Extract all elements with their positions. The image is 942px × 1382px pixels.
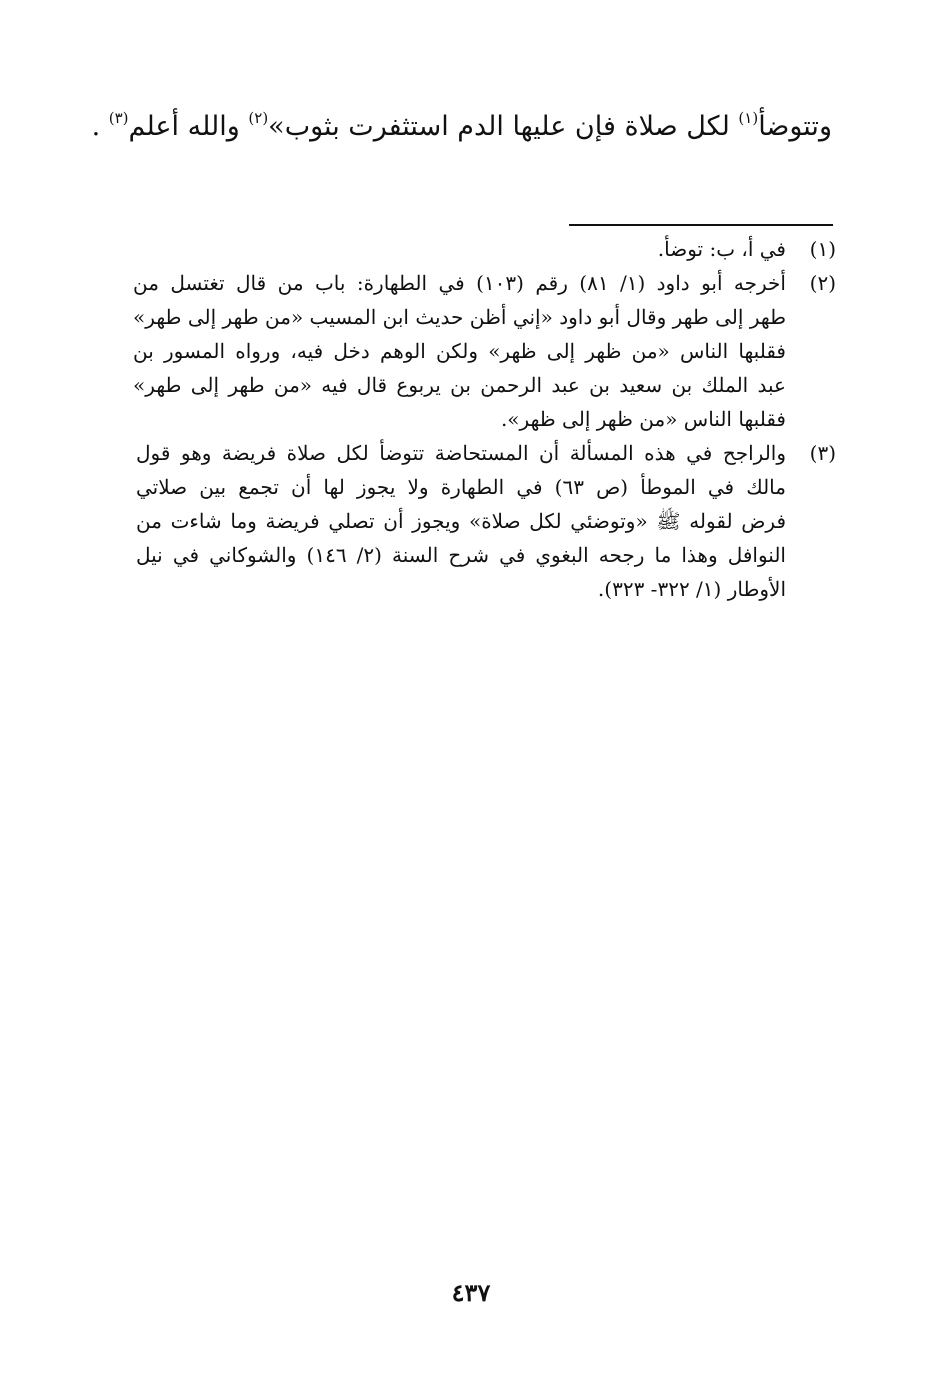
footnote-line: في أ، ب: توضأ. (657, 237, 786, 261)
page-number: ٤٣٧ (451, 1278, 491, 1307)
footnote-line: فرض لقوله ﷺ «وتوضئي لكل صلاة» ويجوز أن تصلي فريضة وما شاءت من (136, 509, 786, 533)
footnote-2 (133, 266, 836, 436)
footnote-line: فقلبها الناس «من ظهر إلى ظهر». (500, 407, 786, 431)
footnote-line: والراجح في هذه المسألة أن المستحاضة تتوضأ لكل صلاة فريضة وهو قول (136, 441, 786, 465)
footnote-number: (١) (809, 237, 836, 261)
footnote-ref: (٢) (248, 109, 269, 127)
footnote-3 (136, 436, 836, 606)
footnote-ref: (٣) (108, 109, 129, 127)
footnote-line: فقلبها الناس «من ظهر إلى ظهر» ولكن الوهم دخل فيه، ورواه المسور بن (133, 339, 786, 363)
footnote-body (136, 232, 786, 266)
footnote-number: (٣) (809, 441, 836, 465)
main-text-part: لكل صلاة فإن عليها الدم استثفرت بثوب» (268, 111, 739, 142)
footnote-line: النوافل وهذا ما رجحه البغوي في شرح السنة (٢/ ١٤٦) والشوكاني في نيل (136, 543, 786, 567)
footnote-body (136, 436, 786, 606)
footnotes (133, 232, 836, 606)
main-text-part: وتتوضأ (758, 111, 832, 142)
main-text-part: والله أعلم (128, 111, 249, 142)
footnote-body (133, 266, 786, 436)
main-text-part: . (91, 111, 109, 142)
footnote-line: مالك في الموطأ (ص ٦٣) في الطهارة ولا يجوز لها أن تجمع بين صلاتي (136, 475, 786, 499)
footnote-1 (136, 232, 836, 266)
footnote-line: عبد الملك بن سعيد بن عبد الرحمن بن يربوع قال فيه «من طهر إلى طهر» (133, 373, 786, 397)
footnote-number: (٢) (809, 271, 836, 295)
footnote-line: أخرجه أبو داود (١/ ٨١) رقم (١٠٣) في الطهارة: باب من قال تغتسل من (133, 271, 786, 295)
main-text (91, 100, 832, 154)
footnote-separator (569, 224, 833, 226)
footnote-line: الأوطار (١/ ٣٢٢- ٣٢٣). (597, 577, 786, 601)
footnote-ref: (١) (738, 109, 759, 127)
footnote-line: طهر إلى طهر وقال أبو داود «إني أظن حديث ابن المسيب «من طهر إلى طهر» (133, 305, 786, 329)
